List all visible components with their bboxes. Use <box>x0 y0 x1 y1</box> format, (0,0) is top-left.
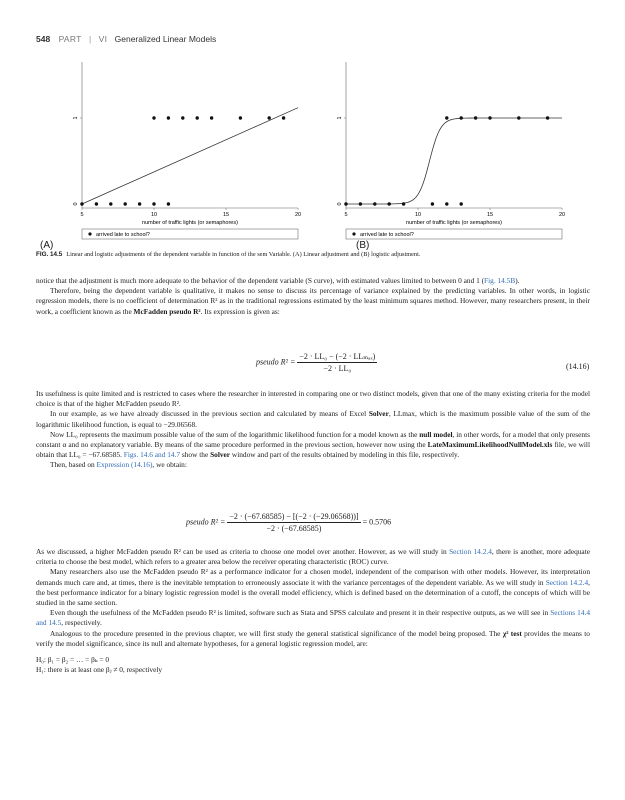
equation-denominator: −2 · (−67.68585) <box>266 524 322 533</box>
x-tick-label: 10 <box>414 212 422 218</box>
x-tick-label: 15 <box>486 212 494 218</box>
data-point <box>124 202 127 205</box>
y-tick-label: 1 <box>337 116 343 120</box>
bold-term: χ² test <box>502 628 522 638</box>
data-point <box>95 202 98 205</box>
text-run: , respectively. <box>61 618 102 628</box>
data-point <box>167 202 170 205</box>
x-tick-label: 20 <box>294 212 302 218</box>
text-run: file, we will obtain that LL₀ = −67.68585. <box>36 440 590 460</box>
paragraph <box>36 567 590 608</box>
hypothesis-h0: H₀: β₁ = β₂ = … = βₖ = 0 <box>36 655 110 665</box>
text-run: provides the means to verify the model significance, since its null and alternate hypotheses, for a general logistic regression model, are: <box>36 628 590 648</box>
equation-result: = 0.5706 <box>362 517 392 527</box>
figure-caption <box>36 251 596 259</box>
bold-term: LateMaximumLikelihoodNullModel.xls <box>427 440 553 450</box>
data-point <box>80 202 83 205</box>
figure-link[interactable]: Fig. 14.5B <box>484 276 516 285</box>
paragraph <box>36 409 590 429</box>
bold-term: Solver <box>368 409 389 419</box>
text-run: In our example, as we have already discussed in the previous section and calculated by means of Excel <box>50 409 369 419</box>
text-run: Analogous to the procedure presented in the previous chapter, we will first study the general statistical significance of the model being proposed. The <box>50 628 503 638</box>
body-block-2 <box>36 389 590 471</box>
logistic-fit-curve <box>346 118 562 204</box>
data-point <box>517 116 520 119</box>
legend-marker <box>352 232 355 235</box>
text-run: , we obtain: <box>152 460 187 470</box>
section-link[interactable]: Section 14.2.4 <box>545 577 589 587</box>
body-block-3 <box>36 547 590 675</box>
bold-term: Solver <box>210 450 231 460</box>
text-run: . Its expression is given as: <box>200 306 280 316</box>
x-tick-label: 5 <box>344 212 348 218</box>
text-run: Now LL₀ represents the maximum possible value of the sum of the logarithmic likelihood function for a model known as the <box>50 429 420 439</box>
data-point <box>344 202 347 205</box>
text-run: , LLmax, which is the maximum possible value of the sum of the logarithmic likelihood function, is equal to −29.06568. <box>36 409 591 429</box>
data-point <box>239 116 242 119</box>
data-point <box>359 202 362 205</box>
data-point <box>181 116 184 119</box>
data-point <box>445 116 448 119</box>
bold-term: McFadden pseudo R² <box>133 306 201 316</box>
text-run: , the best performance indicator for a binary logistic regression model is the overall model efficiency, which is defined based on the determination of a cutoff, the concepts of which will be studied in the same section. <box>36 577 590 608</box>
text-run: notice that the adjustment is much more adequate to the behavior of the dependent variable (S curve), with estimated values limited to between 0 and 1 ( <box>36 276 485 285</box>
data-point <box>431 202 434 205</box>
text-run: show the <box>180 450 211 460</box>
equation-lhs: pseudo R² = <box>256 357 296 367</box>
section-link[interactable]: Section 14.2.4 <box>449 547 492 556</box>
bold-term: null model <box>419 429 453 439</box>
part-label: PART <box>58 34 82 44</box>
text-run: Many researchers also use the McFadden pseudo R² as a performance indicator for a chosen model, independent of the comparison with other models. However, its interpretation demands much care and, at times, there is the inevitable temptation to erroneously associate it with the variance percentages of the dependent variable. As we will study in <box>36 567 590 587</box>
x-tick-label: 20 <box>558 212 566 218</box>
text-run: window and part of the results obtained by modeling in this file, respectively. <box>230 450 460 460</box>
equation-denominator: −2 · LL₀ <box>323 364 352 373</box>
panel-a-label: (A) <box>40 240 54 251</box>
y-tick-label: 0 <box>73 202 79 206</box>
equation-number: (14.16) <box>566 362 590 371</box>
y-tick-label: 1 <box>73 116 79 120</box>
data-point <box>546 116 549 119</box>
x-tick-label: 10 <box>150 212 158 218</box>
paragraph <box>36 286 590 317</box>
paragraph <box>36 389 590 409</box>
legend-label: arrived late to school? <box>96 232 150 238</box>
data-point <box>109 202 112 205</box>
paragraph <box>36 608 590 628</box>
data-point <box>152 116 155 119</box>
data-point <box>268 116 271 119</box>
body-block-1 <box>36 276 590 317</box>
legend-label: arrived late to school? <box>360 232 414 238</box>
data-point <box>460 202 463 205</box>
text-run: , there is another, more adequate criteria to choose the best model, which refers to a greater area below the receiver operating characteristic (ROC) curve. <box>36 547 590 567</box>
chapter-title: Generalized Linear Models <box>114 34 217 44</box>
data-point <box>282 116 285 119</box>
data-point <box>373 202 376 205</box>
text-run: Therefore, being the dependent variable is qualitative, it makes no sense to discuss its percentage of variance explained by the predicting variables. In other words, in logistic regression models, there is no coefficient of determination R² as in the traditional regressions estimated by the least minimum squares method. However, many researchers present, in their work, a coefficient known as the <box>36 286 590 316</box>
hypothesis-h1: H₁: there is at least one βⱼ ≠ 0, respectively <box>36 665 163 675</box>
x-tick-label: 15 <box>222 212 230 218</box>
data-point <box>402 202 405 205</box>
text-run: , in other words, for a model that only presents constant α and no explanatory variable. By means of the same procedure performed in the previous section, however now using the <box>36 429 590 450</box>
paragraph <box>36 430 590 461</box>
expression-link[interactable]: Expression (14.16) <box>96 460 153 470</box>
equation-lhs: pseudo R² = <box>186 517 226 527</box>
paragraph <box>36 460 590 470</box>
data-point <box>488 116 491 119</box>
text-run: Its usefulness is quite limited and is restricted to cases where the researcher in interested in comparing one or two distinct models, given that one of the many existing criteria for the model choice is that of the higher McFadden pseudo R². <box>36 389 590 409</box>
data-point <box>474 116 477 119</box>
panel-b-label: (B) <box>356 240 370 251</box>
caption-label: FIG. 14.5 <box>36 251 63 258</box>
data-point <box>210 116 213 119</box>
equation-14-16 <box>256 352 377 373</box>
equation-numerator: −2 · (−67.68585) − [(−2 · (−29.06568))] <box>229 512 359 521</box>
data-point <box>167 116 170 119</box>
equation-numerator: −2 · LL₀ − (−2 · LLₘₐₓ) <box>299 352 376 361</box>
linear-fit-line <box>82 108 298 204</box>
header-separator: | <box>89 34 92 44</box>
figure-panel-b <box>330 58 568 244</box>
caption-text: Linear and logistic adjustments of the dependent variable in function of the sem Variable. (A) Linear adjustment and (B) logistic adjustment. <box>66 251 421 258</box>
text-run: ). <box>515 276 520 285</box>
data-point <box>388 202 391 205</box>
section-link[interactable]: Sections 14.4 and 14.5 <box>36 608 590 628</box>
y-tick-label: 0 <box>337 202 343 206</box>
data-point <box>445 202 448 205</box>
x-axis-label: number of traffic lights (or semaphores) <box>142 220 238 226</box>
part-roman: VI <box>98 34 108 44</box>
data-point <box>460 116 463 119</box>
running-header <box>36 34 216 44</box>
paragraph <box>36 276 590 286</box>
page-number: 548 <box>36 34 51 44</box>
x-tick-label: 5 <box>80 212 84 218</box>
figure-panel-a <box>66 58 304 244</box>
text-run: Even though the usefulness of the McFadden pseudo R² is limited, software such as Stata and SPSS calculate and present it in their respective outputs, as we will see in <box>50 608 551 618</box>
paragraph <box>36 547 590 567</box>
x-axis-label: number of traffic lights (or semaphores) <box>406 220 502 226</box>
figure-link[interactable]: Figs. 14.6 and 14.7 <box>123 450 181 460</box>
text-run: Then, based on <box>50 460 97 470</box>
paragraph <box>36 629 590 649</box>
text-run: As we discussed, a higher McFadden pseudo R² can be used as criteria to choose one model over another. However, as we will study in <box>36 547 450 556</box>
data-point <box>152 202 155 205</box>
data-point <box>196 116 199 119</box>
equation-pseudo-r2-value <box>186 512 391 533</box>
data-point <box>138 202 141 205</box>
legend-marker <box>88 232 91 235</box>
